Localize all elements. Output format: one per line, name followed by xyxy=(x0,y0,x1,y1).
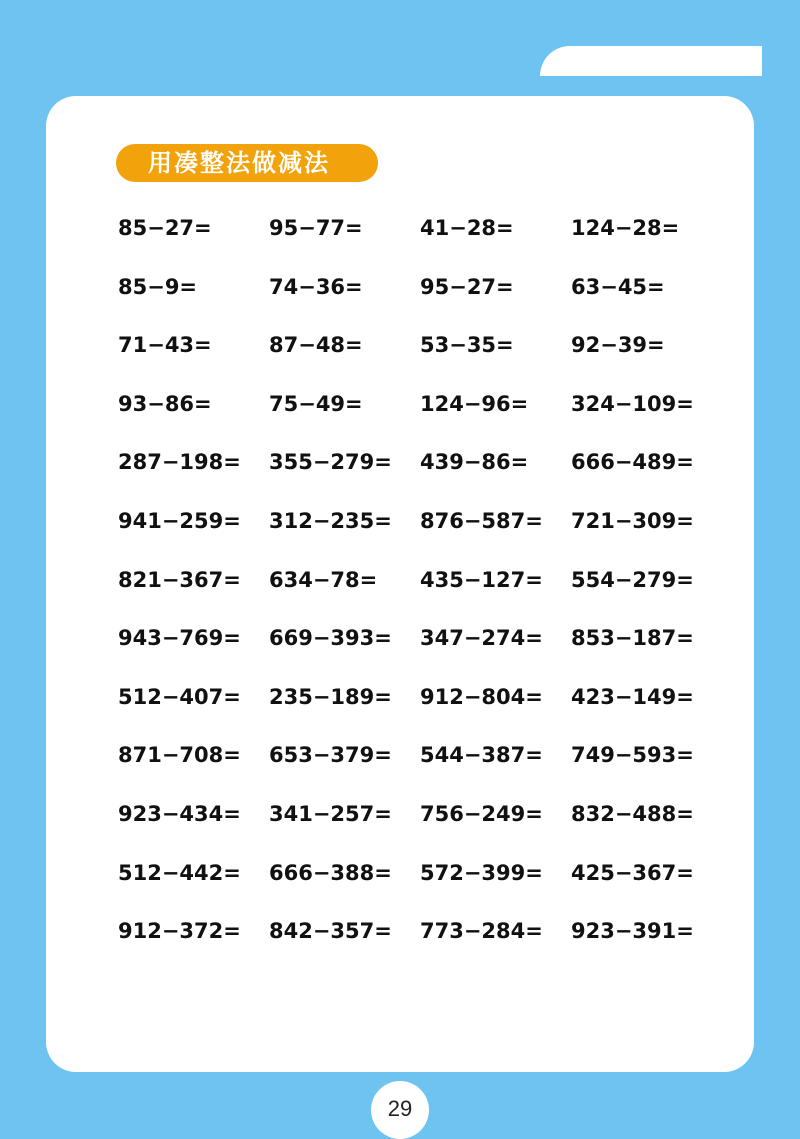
subtraction-problem: 871−708= xyxy=(118,743,241,768)
subtraction-problem: 355−279= xyxy=(269,450,392,475)
subtraction-problem: 512−407= xyxy=(118,684,241,709)
subtraction-problem: 876−587= xyxy=(420,508,543,533)
problem-grid xyxy=(118,214,722,976)
subtraction-problem: 941−259= xyxy=(118,508,241,533)
subtraction-problem: 666−388= xyxy=(269,860,392,885)
subtraction-problem: 41−28= xyxy=(420,216,514,240)
subtraction-problem: 634−78= xyxy=(269,567,378,592)
subtraction-problem: 93−86= xyxy=(118,391,212,416)
subtraction-problem: 749−593= xyxy=(571,743,694,768)
subtraction-problem: 773−284= xyxy=(420,919,543,944)
subtraction-problem: 92−39= xyxy=(571,333,665,358)
subtraction-problem: 324−109= xyxy=(571,391,694,416)
subtraction-problem: 87−48= xyxy=(269,333,363,358)
subtraction-problem: 439−86= xyxy=(420,450,529,475)
subtraction-problem: 666−489= xyxy=(571,450,694,475)
subtraction-problem: 943−769= xyxy=(118,626,241,651)
subtraction-problem: 287−198= xyxy=(118,450,241,475)
subtraction-problem: 923−391= xyxy=(571,919,694,944)
subtraction-problem: 554−279= xyxy=(571,567,694,592)
page-number: 29 xyxy=(371,1081,429,1139)
subtraction-problem: 75−49= xyxy=(269,391,363,416)
subtraction-problem: 923−434= xyxy=(118,801,241,826)
subtraction-problem: 544−387= xyxy=(420,743,543,768)
subtraction-problem: 53−35= xyxy=(420,333,514,358)
subtraction-problem: 653−379= xyxy=(269,743,392,768)
subtraction-problem: 63−45= xyxy=(571,274,665,299)
worksheet-card xyxy=(46,96,754,1072)
subtraction-problem: 85−27= xyxy=(118,216,212,240)
subtraction-problem: 669−393= xyxy=(269,626,392,651)
subtraction-problem: 912−804= xyxy=(420,684,543,709)
subtraction-problem: 572−399= xyxy=(420,860,543,885)
subtraction-problem: 341−257= xyxy=(269,801,392,826)
subtraction-problem: 423−149= xyxy=(571,684,694,709)
subtraction-problem: 95−27= xyxy=(420,274,514,299)
subtraction-problem: 832−488= xyxy=(571,801,694,826)
subtraction-problem: 85−9= xyxy=(118,274,198,299)
subtraction-problem: 912−372= xyxy=(118,919,241,944)
header-tab-decoration xyxy=(540,46,762,76)
subtraction-problem: 124−96= xyxy=(420,391,529,416)
subtraction-problem: 721−309= xyxy=(571,508,694,533)
subtraction-problem: 842−357= xyxy=(269,919,392,944)
subtraction-problem: 347−274= xyxy=(420,626,543,651)
subtraction-problem: 71−43= xyxy=(118,333,212,358)
worksheet-title: 用凑整法做减法 xyxy=(116,144,378,182)
subtraction-problem: 853−187= xyxy=(571,626,694,651)
subtraction-problem: 74−36= xyxy=(269,274,363,299)
subtraction-problem: 821−367= xyxy=(118,567,241,592)
subtraction-problem: 312−235= xyxy=(269,508,392,533)
subtraction-problem: 124−28= xyxy=(571,216,680,240)
subtraction-problem: 235−189= xyxy=(269,684,392,709)
subtraction-problem: 95−77= xyxy=(269,216,363,240)
subtraction-problem: 435−127= xyxy=(420,567,543,592)
subtraction-problem: 756−249= xyxy=(420,801,543,826)
subtraction-problem: 512−442= xyxy=(118,860,241,885)
subtraction-problem: 425−367= xyxy=(571,860,694,885)
